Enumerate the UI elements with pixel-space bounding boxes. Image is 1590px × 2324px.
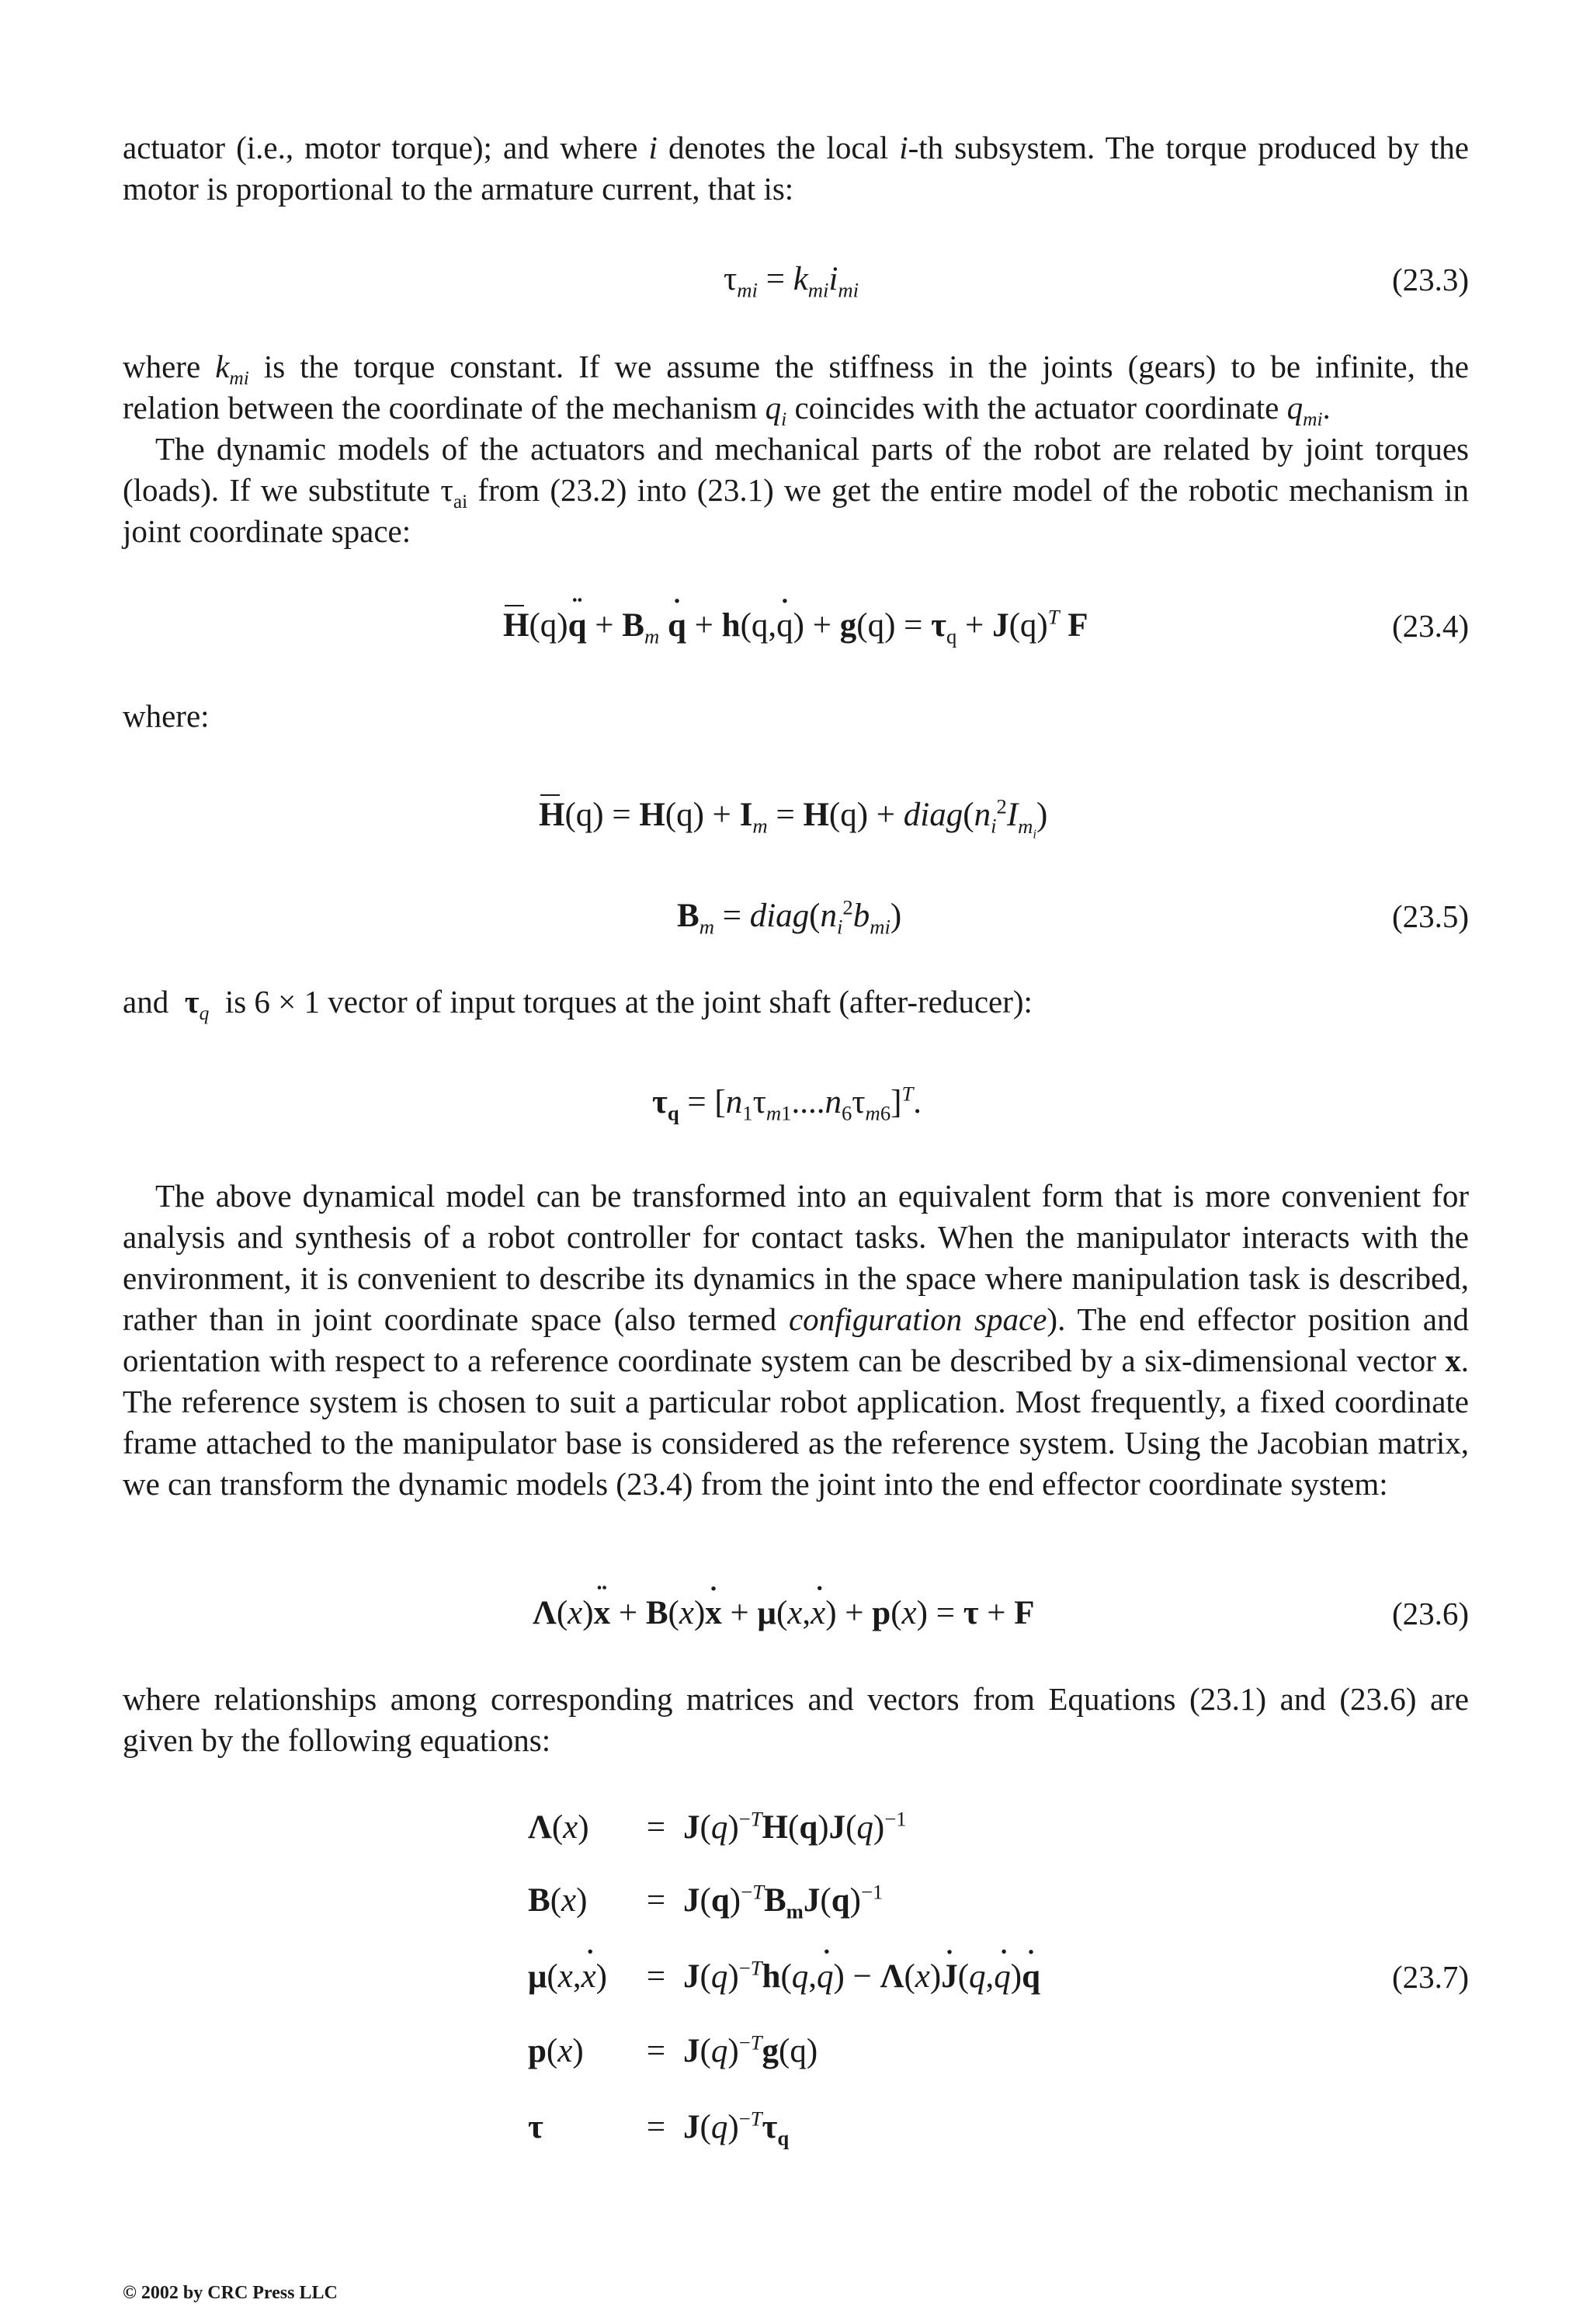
- paragraph-2-line-2: relation between the coordinate of the mechanism $q_i$ coincides with the actuator coordinate $q_{mi}$.: [123, 390, 1331, 431]
- equation-number: (23.5): [1391, 898, 1469, 934]
- equation-23-7-row-5: $\tau = J(q)^{-T}\tau_q$: [528, 2107, 790, 2150]
- equation-tau-q: $\tau_q = [n_1\tau_{m1}....n_6\tau_{m6}]^T$.: [652, 1082, 922, 1125]
- and-tau-line: and $\tau_q$ is 6 × 1 vector of input torques at the joint shaft (after-reducer):: [123, 984, 1033, 1025]
- equation-23-5-line-1: $H(q) = H(q) + I_m = H(q)$ + $diag(n_i^2I_{m_i})$: [539, 794, 1048, 841]
- equation-23-4: H(q)¨ $q + B_m$ ˙ q + h(q,˙ $q) + g(q) = \tau_q + J(q)^T$ F: [503, 604, 1088, 648]
- paragraph-1: actuator (i.e., motor torque); and where i denotes the local i-th subsystem. The torque produced by the motor is proportional to the armature current, that is:: [123, 130, 1470, 207]
- equation-number: (23.3): [1391, 262, 1469, 297]
- paragraph-4: The above dynamical model can be transformed into an equivalent form that is more convenient for analysis and synthesis of a robot controller for contact tasks. When the manipulator interacts with the environment, it is convenient to describe its dynamics in the space where manipulation task is described, rather than in joint coordinate space (also termed configuration space). The end effector position and orientation with respect to a reference coordinate system can be described by a six-dimensional vector x. The reference system is chosen to suit a particular robot application. Most frequently, a fixed coordinate frame attached to the manipulator base is considered as the reference system. Using the Jacobian matrix, we can transform the dynamic models (23.4) from the joint into the end effector coordinate system:: [123, 1178, 1469, 1502]
- equation-23-6: Λ(x)¨ x + B(x)˙ x + μ(x,˙ x) + p(x) = τ + F: [533, 1592, 1035, 1635]
- equation-number: (23.7): [1391, 1959, 1469, 1995]
- equation-23-7-row-2: $B(x) = J(q)^{-T}B_mJ(q)^{-1}$: [528, 1880, 884, 1923]
- where-label: where:: [123, 698, 210, 734]
- paragraph-2-line-1: where $k_{mi}$ is the torque constant. If we assume the stiffness in the joints (gears) to be infinite, the: [123, 349, 1469, 390]
- equation-23-7-row-3: μ(x,˙ $x) = J(q)^{-T}h(q,˙$ q) − Λ(x)˙ J(q,˙ q)˙ q: [528, 1955, 1040, 1999]
- equation-23-7-row-4: $p(x) = J(q)^{-T}g(q)$: [528, 2030, 818, 2069]
- paragraph-5: where relationships among corresponding matrices and vectors from Equations (23.1) and (23.6) are given by the following equations:: [123, 1681, 1469, 1758]
- copyright-footer: © 2002 by CRC Press LLC: [123, 2283, 338, 2303]
- equation-number: (23.6): [1391, 1596, 1469, 1631]
- equation-23-3: $\tau_{mi} = k_{mi}i_{mi}$: [724, 261, 859, 302]
- equation-23-7-row-1: $\Lambda(x) = J(q)^{-T}H(q)J(q)^{-1}$: [528, 1807, 907, 1846]
- equation-23-5-line-2: $B_m$ = $diag(n_i^2b_{mi})$: [677, 895, 902, 939]
- paragraph-3: The dynamic models of the actuators and mechanical parts of the robot are related by joint torques (loads). If we substitute $\tau_{ai}$ from (23.2) into (23.1) we get the entire model of the robotic mechanism in joint coordinate space:: [123, 431, 1469, 549]
- equation-number: (23.4): [1391, 608, 1469, 644]
